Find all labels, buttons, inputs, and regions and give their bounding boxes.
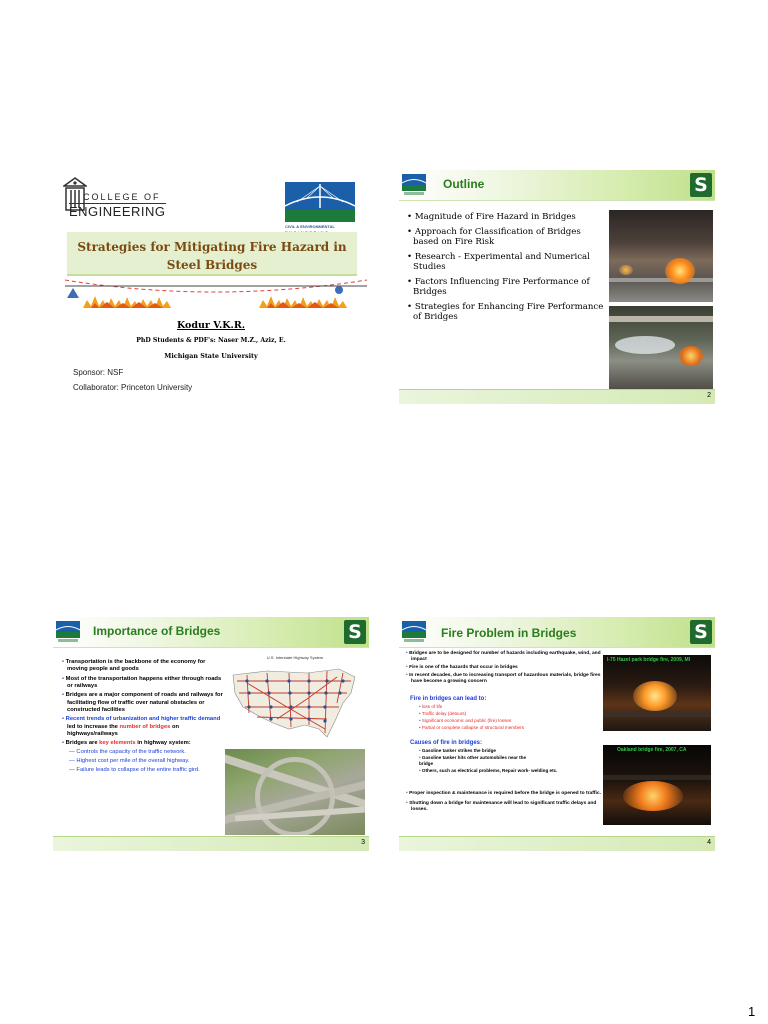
bullet-item: • Fire is one of the hazards that occur in bridges [405, 665, 601, 671]
outline-item: • Magnitude of Fire Hazard in Bridges [405, 212, 605, 223]
slide-header [53, 617, 369, 648]
outline-item: • Research - Experimental and Numerical Studies [405, 252, 605, 273]
sub-list [67, 749, 223, 775]
bullet-item: • Most of the transportation happens either through roads or railways [61, 676, 223, 691]
outline-item: • Strategies for Enhancing Fire Performance of Bridges [405, 302, 605, 323]
slide-number: 2 [707, 392, 711, 399]
lead-heading: Fire in bridges can lead to: [410, 696, 487, 702]
bridge-firefighting-photo [609, 306, 713, 390]
bridge-fire-diagram [63, 272, 369, 318]
university-line: Michigan State University [164, 352, 258, 360]
slide-footer [399, 389, 715, 404]
cause-item: • Gasoline tanker strikes the bridge [409, 748, 589, 754]
spartan-s-logo-icon: S [690, 620, 712, 644]
slide-number: 3 [361, 839, 365, 846]
slide-header [399, 170, 715, 201]
cause-item: • Gasoline tanker hits other automobiles near the bridge [409, 755, 529, 768]
bullet-list [61, 659, 223, 776]
presentation-title: Strategies for Mitigating Fire Hazard in Steel Bridges [77, 240, 347, 272]
sponsor-line: Sponsor: NSF [73, 368, 124, 377]
slide-fire-problem [399, 617, 715, 851]
msu-logo-icon [56, 621, 80, 643]
photo-caption: Oakland bridge fire, 2007, CA [617, 747, 687, 753]
oakland-fire-photo [603, 745, 711, 825]
spartan-s-logo-icon: S [344, 620, 366, 644]
slide-title: Fire Problem in Bridges [441, 626, 577, 640]
author-name: Kodur V.K.R. [176, 320, 246, 331]
college-name-line2: ENGINEERING [69, 204, 166, 219]
college-name-line1: COLLEGE OF [83, 192, 161, 202]
lead-item: • Significant economic and public (fire) losses [409, 718, 589, 724]
page-number: 1 [748, 1004, 756, 1019]
cause-heading: Causes of fire in bridges: [410, 740, 483, 746]
bullet-item: • Transportation is the backbone of the economy for moving people and goods [61, 659, 223, 674]
slide-number: 4 [707, 839, 711, 846]
slide-title: Outline [443, 177, 485, 191]
bullet-item: • Bridges are a major component of roads and railways for facilitating flow of traffic over natural obstacles or constructed facilities [61, 692, 223, 714]
lead-list [409, 704, 589, 732]
slide-header [399, 617, 715, 648]
photo-caption: I-75 Hazel park bridge fire, 2009, MI [607, 657, 691, 663]
slide-title [53, 170, 369, 404]
outline-list [405, 212, 605, 327]
lead-item: • Partial or complete collapse of structural members [409, 725, 589, 731]
cause-item: • Others, such as electrical problems, Repair work- welding etc. [409, 768, 589, 774]
bullet-list-bottom [405, 791, 601, 815]
students-line: PhD Students & PDF's: Naser M.Z., Aziz, E. [136, 337, 286, 344]
bullet-item: • Bridges are key elements in highway system: — Controls the capacity of the traffic network. — Highest cost per mile of the overall highway. — Failure leads to collapse of the entire traffic gird. [61, 740, 223, 774]
msu-logo-icon [402, 174, 426, 196]
outline-item: • Approach for Classification of Bridges based on Fire Risk [405, 227, 605, 248]
bullet-item: • In recent decades, due to increasing transport of hazardous materials, bridge fires have become a growing concern [405, 673, 601, 685]
slide-footer [399, 836, 715, 851]
bullet-list [405, 651, 601, 687]
bullet-item: • Shutting down a bridge for maintenance will lead to significant traffic delays and losses. [405, 801, 601, 813]
msu-logo-icon [402, 621, 426, 643]
sub-item: — Highest cost per mile of the overall highway. [67, 758, 223, 765]
cause-list [409, 748, 589, 775]
sub-item: — Controls the capacity of the traffic network. [67, 749, 223, 756]
bullet-item: • Bridges are to be designed for number of hazards including earthquake, wind, and impact [405, 651, 601, 663]
outline-item: • Factors Influencing Fire Performance of Bridges [405, 277, 605, 298]
map-title: U.S. Interstate Highway System [266, 655, 324, 660]
lead-item: • Traffic delay (detours) [409, 711, 589, 717]
sub-item: — Failure leads to collapse of the entire traffic gird. [67, 767, 223, 774]
spartan-s-logo-icon: S [690, 173, 712, 197]
hazel-park-fire-photo [603, 655, 711, 731]
collaborator-line: Collaborator: Princeton University [73, 383, 193, 392]
highway-interchange-photo [225, 749, 365, 835]
bullet-item: • Proper inspection & maintenance is required before the bridge is opened to traffic. [405, 791, 601, 797]
us-highway-map [225, 653, 365, 747]
slide-footer [53, 836, 369, 851]
lead-item: • loss of life [409, 704, 589, 710]
slide-title: Importance of Bridges [93, 624, 221, 638]
slide-importance [53, 617, 369, 851]
bullet-item: • Recent trends of urbanization and higher traffic demand led to increase the number of bridges on highways/railways [61, 716, 223, 738]
cee-bridge-logo-icon [285, 182, 355, 222]
bridge-fire-photo [609, 210, 713, 302]
slide-outline [399, 170, 715, 404]
cee-name-line1: CIVIL & ENVIRONMENTAL [285, 224, 335, 229]
